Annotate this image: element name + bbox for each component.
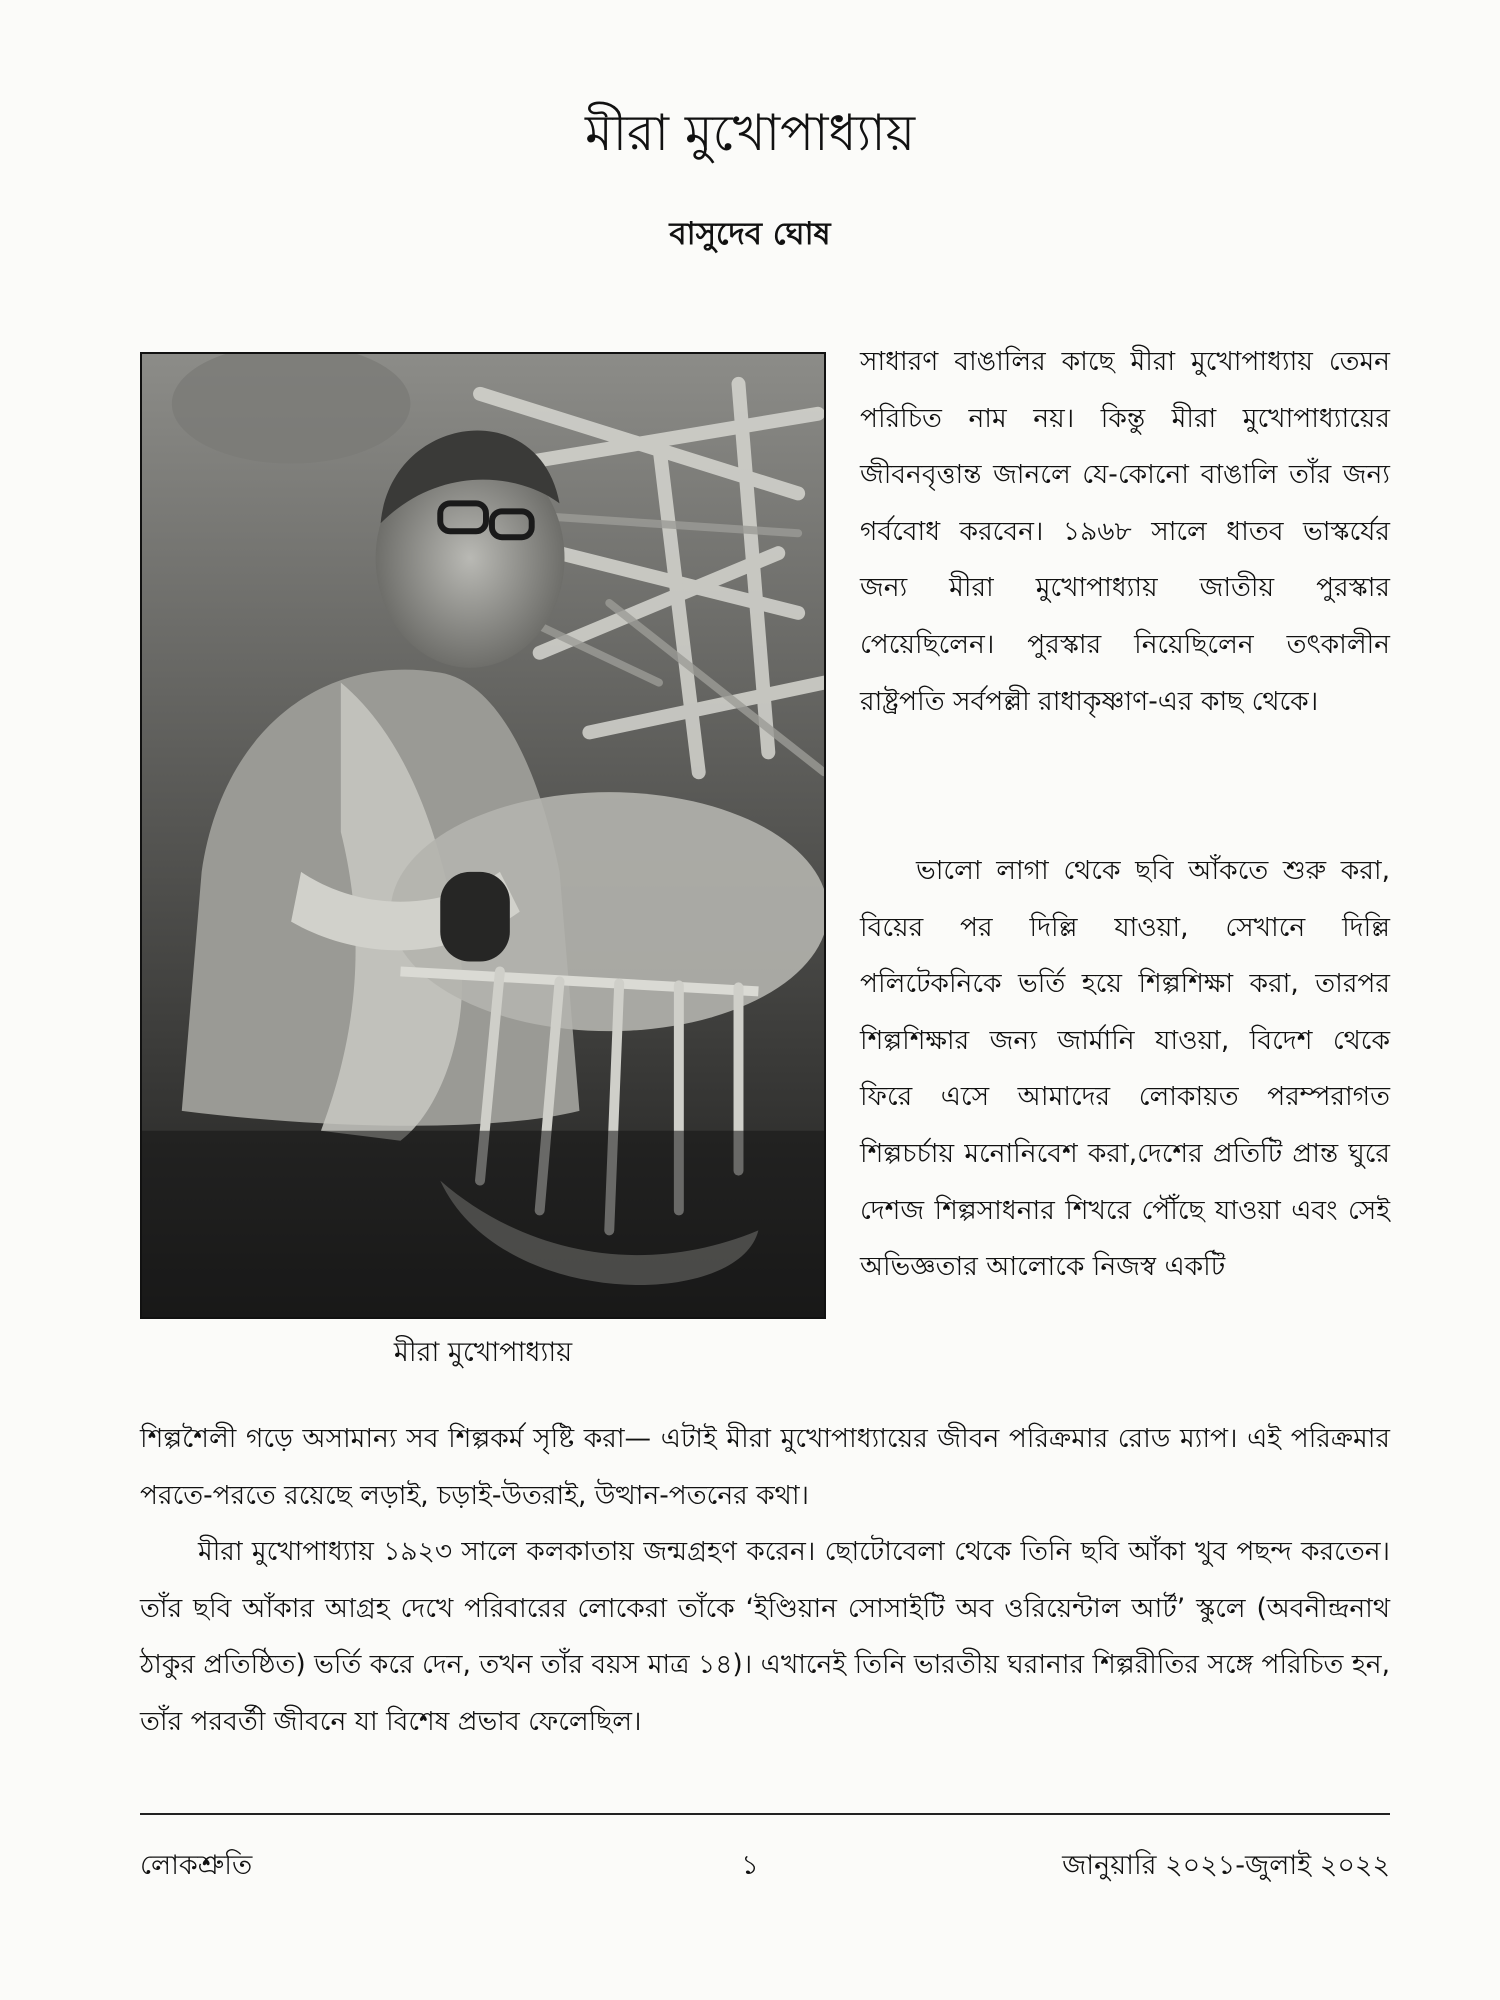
article-title: মীরা মুখোপাধ্যায়: [584, 104, 916, 162]
paragraph-career-continued: শিল্পশৈলী গড়ে অসামান্য সব শিল্পকর্ম সৃষ্টি করা— এটাই মীরা মুখোপাধ্যায়ের জীবন পরিক্রমার রোড ম্যাপ। এই পরিক্রমার পরতে-পরতে রয়েছে লড়াই, চড়াই-উতরাই, উত্থান-পতনের কথা।: [140, 1423, 1390, 1511]
photo-caption: মীরা মুখোপাধ্যায়: [393, 1337, 573, 1368]
artist-at-work-image: [142, 354, 824, 1317]
paragraph-early-life: মীরা মুখোপাধ্যায় ১৯২৩ সালে কলকাতায় জন্মগ্রহণ করেন। ছোটোবেলা থেকে তিনি ছবি আঁকা খুব পছন্দ করতেন। তাঁর ছবি আঁকার আগ্রহ দেখে পরিবারের লোকেরা তাঁকে ‘ইণ্ডিয়ান সোসাইটি অব ওরিয়েন্টাল আর্ট’ স্কুলে (অবনীন্দ্রনাথ ঠাকুর প্রতিষ্ঠিত) ভর্তি করে দেন, তখন তাঁর বয়স মাত্র ১৪)। এখানেই তিনি ভারতীয় ঘরানার শিল্পরীতির সঙ্গে পরিচিত হন, তাঁর পরবর্তী জীবনে যা বিশেষ প্রভাব ফেলেছিল।: [140, 1536, 1390, 1737]
portrait-photo: [140, 352, 826, 1319]
footer-divider: [140, 1813, 1390, 1815]
page-number: ১: [741, 1850, 759, 1881]
paragraph-intro: সাধারণ বাঙালির কাছে মীরা মুখোপাধ্যায় তেমন পরিচিত নাম নয়। কিন্তু মীরা মুখোপাধ্যায়ের জীবনবৃত্তান্ত জানলে যে-কোনো বাঙালি তাঁর জন্য গর্ববোধ করবেন। ১৯৬৮ সালে ধাতব ভাস্কর্যের জন্য মীরা মুখোপাধ্যায় জাতীয় পুরস্কার পেয়েছিলেন। পুরস্কার নিয়েছিলেন তৎকালীন রাষ্ট্রপতি সর্বপল্লী রাধাকৃষ্ণাণ-এর কাছ থেকে।: [860, 346, 1390, 717]
article-author: বাসুদেব ঘোষ: [669, 216, 831, 252]
paragraph-career: ভালো লাগা থেকে ছবি আঁকতে শুরু করা, বিয়ের পর দিল্লি যাওয়া, সেখানে দিল্লি পলিটেকনিকে ভর্তি হয়ে শিল্পশিক্ষা করা, তারপর শিল্পশিক্ষার জন্য জার্মানি যাওয়া, বিদেশ থেকে ফিরে এসে আমাদের লোকায়ত পরম্পরাগত শিল্পচর্চায় মনোনিবেশ করা,দেশের প্রতিটি প্রান্ত ঘুরে দেশজ শিল্পসাধনার শিখরে পৌঁছে যাওয়া এবং সেই অভিজ্ঞতার আলোকে নিজস্ব একটি: [860, 855, 1390, 1283]
journal-name: লোকশ্রুতি: [140, 1850, 253, 1881]
issue-date-range: জানুয়ারি ২০২১-জুলাই ২০২২: [1062, 1850, 1390, 1881]
